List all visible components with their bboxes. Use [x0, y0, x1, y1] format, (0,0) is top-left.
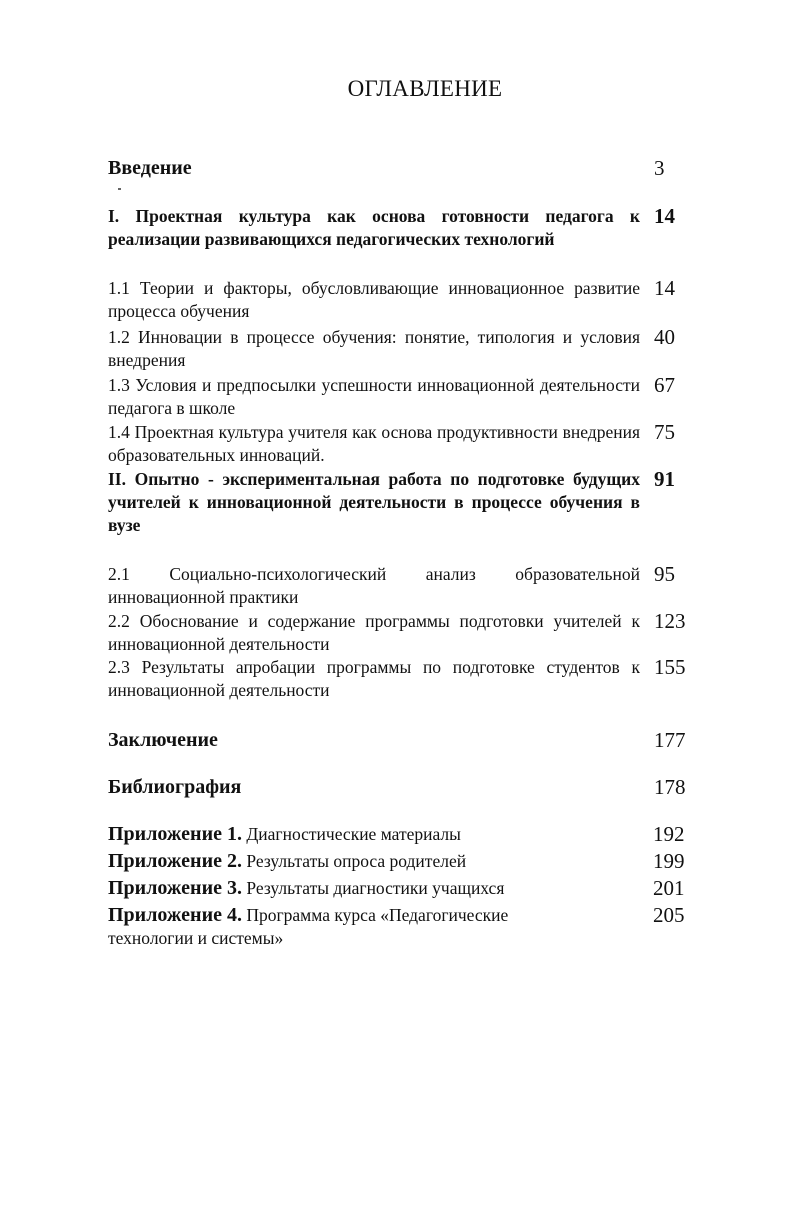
toc-entry-appendix-4	[108, 904, 693, 950]
toc-entry-label: 1.1 Теории и факторы, обусловливающие инновационное развитие процесса обучения	[108, 278, 640, 321]
toc-entry-1-4	[108, 421, 693, 467]
toc-entry-part2	[108, 468, 693, 537]
toc-entry-label: II. Опытно - экспериментальная работа по подготовке будущих учителей к инновационной деятельности в процессе обучения в вузе	[108, 469, 640, 535]
toc-entry-page: 201	[653, 876, 685, 900]
toc-entry-page: 199	[653, 849, 685, 873]
toc-entry-page: 40	[654, 325, 675, 349]
appendix-label: Приложение 4.	[108, 904, 242, 926]
appendix-text: Диагностические материалы	[246, 824, 461, 844]
page-title: ОГЛАВЛЕНИЕ	[347, 76, 503, 101]
toc-entry-page: 91	[654, 467, 675, 491]
toc-entry-page: 178	[654, 775, 686, 799]
toc-entry-label: I. Проектная культура как основа готовности педагога к реализации развивающихся педагогических технологий	[108, 206, 640, 249]
toc-entry-page: 192	[653, 822, 685, 846]
toc-entry-conclusion	[108, 729, 693, 752]
toc-entry-page: 205	[653, 903, 685, 927]
toc-entry-page: 75	[654, 420, 675, 444]
toc-entry-1-1	[108, 277, 693, 323]
toc-entry-label: 2.3 Результаты апробации программы по подготовке студентов к инновационной деятельности	[108, 657, 640, 700]
toc-entry-label: 1.3 Условия и предпосылки успешности инновационной деятельности педагога в школе	[108, 375, 640, 418]
toc-entry-label: Библиография	[108, 776, 242, 798]
toc-entry-2-2	[108, 610, 693, 656]
toc-entry-page: 95	[654, 562, 675, 586]
toc-entry-page: 177	[654, 728, 686, 752]
toc-entry-bibliography	[108, 776, 693, 799]
toc-entry-page: 14	[654, 204, 675, 228]
toc-entry-label: 2.2 Обоснование и содержание программы подготовки учителей к инновационной деятельности	[108, 611, 640, 654]
scan-speck	[118, 188, 121, 190]
toc-entry-appendix-2	[108, 850, 693, 873]
toc-entry-2-1	[108, 563, 693, 609]
toc-entry-page: 14	[654, 276, 675, 300]
toc-entry-appendix-1	[108, 823, 693, 846]
toc-entry-1-3	[108, 374, 693, 420]
toc-entry-label: 1.2 Инновации в процессе обучения: понятие, типология и условия внедрения	[108, 327, 640, 370]
toc-entry-1-2	[108, 326, 693, 372]
appendix-label: Приложение 3.	[108, 877, 242, 899]
toc-entry-page: 67	[654, 373, 675, 397]
toc-entry-label: Введение	[108, 157, 192, 179]
toc-entry-2-3	[108, 656, 693, 702]
toc-entry-intro	[108, 157, 693, 180]
appendix-label: Приложение 2.	[108, 850, 242, 872]
toc-entry-label: 2.1 Социально-психологический анализ образовательной инновационной практики	[108, 564, 640, 607]
toc-entry-page: 155	[654, 655, 686, 679]
toc-entry-label: Заключение	[108, 729, 218, 751]
toc-entry-part1	[108, 205, 693, 251]
appendix-text: Результаты опроса родителей	[246, 851, 467, 871]
toc-entry-page: 123	[654, 609, 686, 633]
toc-entry-page: 3	[654, 156, 665, 180]
appendix-label: Приложение 1.	[108, 823, 242, 845]
toc-entry-label: 1.4 Проектная культура учителя как основа продуктивности внедрения образовательных инноваций.	[108, 422, 640, 465]
appendix-text: Результаты диагностики учащихся	[246, 878, 505, 898]
appendix-text: Программа курса «Педагогические технологии и системы»	[108, 905, 509, 948]
toc-entry-appendix-3	[108, 877, 693, 900]
